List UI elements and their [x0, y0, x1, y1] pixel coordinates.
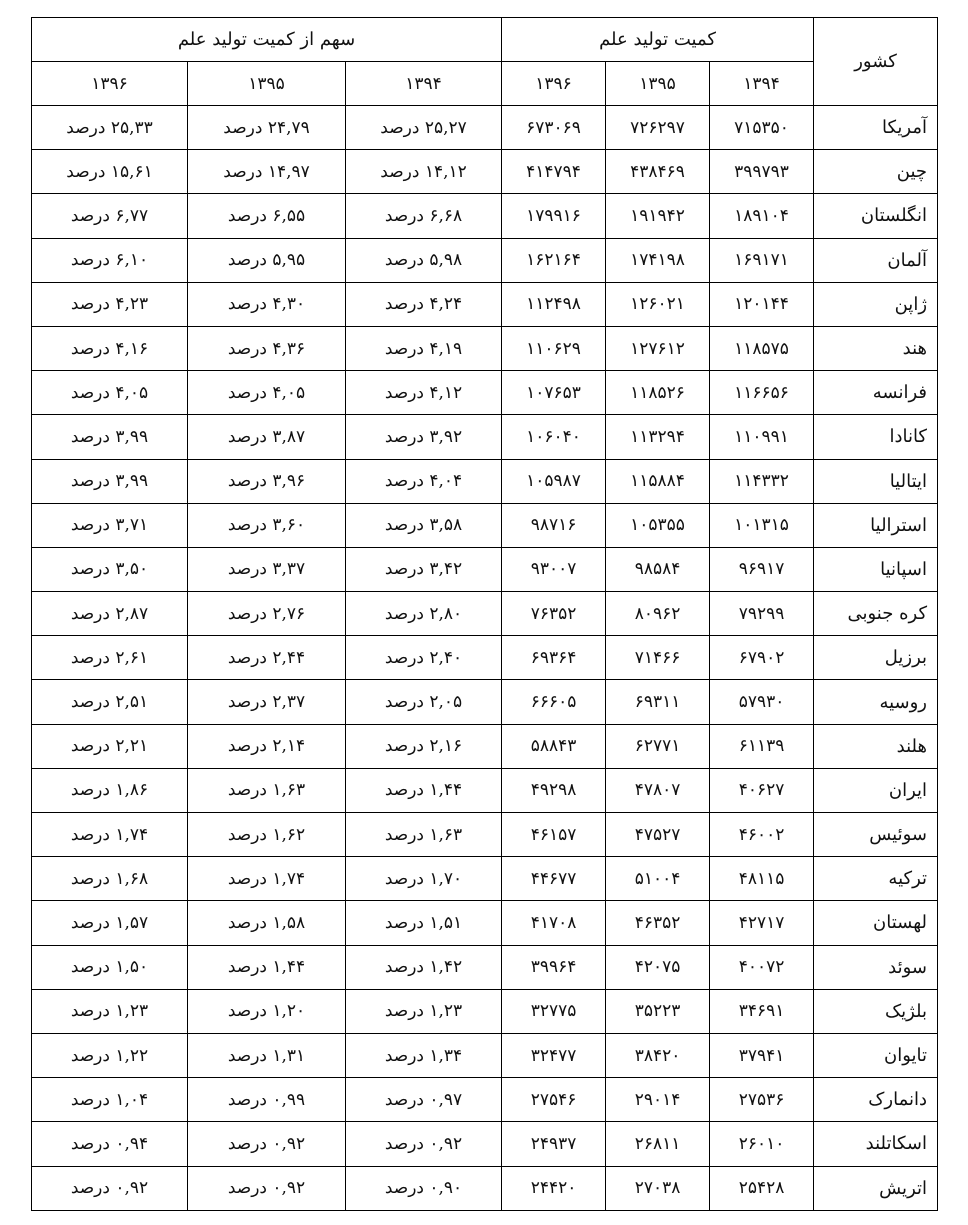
share-cell: ۳,۵۸ درصد — [346, 503, 502, 547]
science-production-table-wrapper — [31, 17, 937, 1211]
country-cell: کره جنوبی — [814, 592, 938, 636]
share-cell: ۳,۶۰ درصد — [188, 503, 346, 547]
quantity-cell: ۱۶۹۱۷۱ — [710, 238, 814, 282]
share-cell: ۱,۷۴ درصد — [32, 813, 188, 857]
table-row — [32, 1166, 938, 1210]
share-cell: ۱,۲۰ درصد — [188, 989, 346, 1033]
quantity-cell: ۱۹۱۹۴۲ — [606, 194, 710, 238]
share-cell: ۲۴,۷۹ درصد — [188, 106, 346, 150]
country-cell: انگلستان — [814, 194, 938, 238]
share-cell: ۴,۳۰ درصد — [188, 282, 346, 326]
quantity-cell: ۲۵۴۲۸ — [710, 1166, 814, 1210]
quantity-cell: ۱۱۶۶۵۶ — [710, 371, 814, 415]
table-row — [32, 857, 938, 901]
table-row — [32, 724, 938, 768]
share-cell: ۴,۰۴ درصد — [346, 459, 502, 503]
quantity-cell: ۶۹۳۱۱ — [606, 680, 710, 724]
country-cell: چین — [814, 150, 938, 194]
share-cell: ۰,۹۲ درصد — [346, 1122, 502, 1166]
share-cell: ۲,۸۰ درصد — [346, 592, 502, 636]
quantity-cell: ۴۹۲۹۸ — [502, 768, 606, 812]
share-cell: ۲,۴۰ درصد — [346, 636, 502, 680]
quantity-cell: ۶۶۶۰۵ — [502, 680, 606, 724]
country-cell: ترکیه — [814, 857, 938, 901]
quantity-cell: ۱۲۰۱۴۴ — [710, 282, 814, 326]
table-header — [32, 18, 938, 106]
table-row — [32, 1122, 938, 1166]
share-cell: ۲,۸۷ درصد — [32, 592, 188, 636]
share-cell: ۵,۹۸ درصد — [346, 238, 502, 282]
country-cell: ایتالیا — [814, 459, 938, 503]
quantity-cell: ۲۹۰۱۴ — [606, 1078, 710, 1122]
quantity-cell: ۴۱۷۰۸ — [502, 901, 606, 945]
share-cell: ۲,۳۷ درصد — [188, 680, 346, 724]
header-quantity-year-1395: ۱۳۹۵ — [606, 62, 710, 106]
quantity-cell: ۴۷۵۲۷ — [606, 813, 710, 857]
quantity-cell: ۱۰۱۳۱۵ — [710, 503, 814, 547]
table-row — [32, 282, 938, 326]
quantity-cell: ۶۱۱۳۹ — [710, 724, 814, 768]
table-row — [32, 503, 938, 547]
country-cell: اسکاتلند — [814, 1122, 938, 1166]
share-cell: ۱,۲۲ درصد — [32, 1033, 188, 1077]
table-row — [32, 150, 938, 194]
share-cell: ۱,۴۲ درصد — [346, 945, 502, 989]
quantity-cell: ۲۷۵۴۶ — [502, 1078, 606, 1122]
table-row — [32, 1033, 938, 1077]
country-cell: هلند — [814, 724, 938, 768]
share-cell: ۳,۹۹ درصد — [32, 415, 188, 459]
share-cell: ۲۵,۳۳ درصد — [32, 106, 188, 150]
share-cell: ۲,۱۶ درصد — [346, 724, 502, 768]
quantity-cell: ۵۱۰۰۴ — [606, 857, 710, 901]
quantity-cell: ۷۲۶۲۹۷ — [606, 106, 710, 150]
share-cell: ۱,۶۸ درصد — [32, 857, 188, 901]
header-country: کشور — [814, 18, 938, 106]
quantity-cell: ۲۶۸۱۱ — [606, 1122, 710, 1166]
share-cell: ۰,۹۲ درصد — [32, 1166, 188, 1210]
share-cell: ۰,۹۰ درصد — [346, 1166, 502, 1210]
share-cell: ۳,۴۲ درصد — [346, 547, 502, 591]
share-cell: ۰,۹۷ درصد — [346, 1078, 502, 1122]
share-cell: ۲,۴۴ درصد — [188, 636, 346, 680]
table-row — [32, 106, 938, 150]
table-row — [32, 415, 938, 459]
table-row — [32, 592, 938, 636]
country-cell: کانادا — [814, 415, 938, 459]
science-production-table — [31, 17, 938, 1211]
quantity-cell: ۱۱۸۵۲۶ — [606, 371, 710, 415]
share-cell: ۲,۲۱ درصد — [32, 724, 188, 768]
quantity-cell: ۴۷۸۰۷ — [606, 768, 710, 812]
share-cell: ۱۵,۶۱ درصد — [32, 150, 188, 194]
share-cell: ۱,۸۶ درصد — [32, 768, 188, 812]
quantity-cell: ۵۸۸۴۳ — [502, 724, 606, 768]
table-row — [32, 238, 938, 282]
quantity-cell: ۳۴۶۹۱ — [710, 989, 814, 1033]
country-cell: سوئد — [814, 945, 938, 989]
share-cell: ۱,۵۷ درصد — [32, 901, 188, 945]
share-cell: ۴,۲۳ درصد — [32, 282, 188, 326]
share-cell: ۵,۹۵ درصد — [188, 238, 346, 282]
table-row — [32, 636, 938, 680]
quantity-cell: ۱۱۸۵۷۵ — [710, 326, 814, 370]
share-cell: ۴,۳۶ درصد — [188, 326, 346, 370]
quantity-cell: ۲۴۴۲۰ — [502, 1166, 606, 1210]
share-cell: ۱,۶۲ درصد — [188, 813, 346, 857]
header-share-group: سهم از کمیت تولید علم — [32, 18, 502, 62]
quantity-cell: ۳۸۴۲۰ — [606, 1033, 710, 1077]
country-cell: هند — [814, 326, 938, 370]
share-cell: ۳,۷۱ درصد — [32, 503, 188, 547]
share-cell: ۱,۳۱ درصد — [188, 1033, 346, 1077]
quantity-cell: ۱۰۷۶۵۳ — [502, 371, 606, 415]
share-cell: ۱,۵۰ درصد — [32, 945, 188, 989]
header-quantity-year-1396: ۱۳۹۶ — [502, 62, 606, 106]
share-cell: ۱,۴۴ درصد — [188, 945, 346, 989]
quantity-cell: ۱۱۴۳۳۲ — [710, 459, 814, 503]
country-cell: دانمارک — [814, 1078, 938, 1122]
quantity-cell: ۷۱۴۶۶ — [606, 636, 710, 680]
share-cell: ۱,۰۴ درصد — [32, 1078, 188, 1122]
quantity-cell: ۱۱۵۸۸۴ — [606, 459, 710, 503]
quantity-cell: ۲۶۰۱۰ — [710, 1122, 814, 1166]
table-row — [32, 459, 938, 503]
header-quantity-year-1394: ۱۳۹۴ — [710, 62, 814, 106]
table-row — [32, 1078, 938, 1122]
share-cell: ۳,۵۰ درصد — [32, 547, 188, 591]
share-cell: ۰,۹۲ درصد — [188, 1122, 346, 1166]
table-row — [32, 768, 938, 812]
quantity-cell: ۴۱۴۷۹۴ — [502, 150, 606, 194]
quantity-cell: ۴۰۶۲۷ — [710, 768, 814, 812]
quantity-cell: ۱۰۶۰۴۰ — [502, 415, 606, 459]
table-row — [32, 813, 938, 857]
share-cell: ۶,۵۵ درصد — [188, 194, 346, 238]
quantity-cell: ۷۶۳۵۲ — [502, 592, 606, 636]
share-cell: ۳,۹۹ درصد — [32, 459, 188, 503]
quantity-cell: ۲۴۹۳۷ — [502, 1122, 606, 1166]
share-cell: ۱۴,۹۷ درصد — [188, 150, 346, 194]
table-row — [32, 945, 938, 989]
country-cell: سوئیس — [814, 813, 938, 857]
share-cell: ۶,۱۰ درصد — [32, 238, 188, 282]
share-cell: ۱,۵۸ درصد — [188, 901, 346, 945]
share-cell: ۴,۰۵ درصد — [188, 371, 346, 415]
quantity-cell: ۱۱۲۴۹۸ — [502, 282, 606, 326]
quantity-cell: ۳۲۴۷۷ — [502, 1033, 606, 1077]
share-cell: ۱,۴۴ درصد — [346, 768, 502, 812]
share-cell: ۰,۹۲ درصد — [188, 1166, 346, 1210]
table-row — [32, 326, 938, 370]
quantity-cell: ۹۸۵۸۴ — [606, 547, 710, 591]
quantity-cell: ۱۷۴۱۹۸ — [606, 238, 710, 282]
header-row-years — [32, 62, 938, 106]
country-cell: لهستان — [814, 901, 938, 945]
quantity-cell: ۶۹۳۶۴ — [502, 636, 606, 680]
quantity-cell: ۶۷۳۰۶۹ — [502, 106, 606, 150]
quantity-cell: ۳۲۷۷۵ — [502, 989, 606, 1033]
quantity-cell: ۱۰۵۹۸۷ — [502, 459, 606, 503]
country-cell: فرانسه — [814, 371, 938, 415]
quantity-cell: ۴۶۰۰۲ — [710, 813, 814, 857]
quantity-cell: ۵۷۹۳۰ — [710, 680, 814, 724]
share-cell: ۴,۲۴ درصد — [346, 282, 502, 326]
country-cell: برزیل — [814, 636, 938, 680]
quantity-cell: ۱۷۹۹۱۶ — [502, 194, 606, 238]
quantity-cell: ۱۲۶۰۲۱ — [606, 282, 710, 326]
header-row-groups — [32, 18, 938, 62]
share-cell: ۴,۱۶ درصد — [32, 326, 188, 370]
share-cell: ۴,۱۲ درصد — [346, 371, 502, 415]
quantity-cell: ۴۴۶۷۷ — [502, 857, 606, 901]
share-cell: ۰,۹۹ درصد — [188, 1078, 346, 1122]
country-cell: تایوان — [814, 1033, 938, 1077]
quantity-cell: ۱۶۲۱۶۴ — [502, 238, 606, 282]
share-cell: ۶,۷۷ درصد — [32, 194, 188, 238]
quantity-cell: ۴۳۸۴۶۹ — [606, 150, 710, 194]
quantity-cell: ۱۰۵۳۵۵ — [606, 503, 710, 547]
country-cell: اسپانیا — [814, 547, 938, 591]
quantity-cell: ۷۱۵۳۵۰ — [710, 106, 814, 150]
country-cell: آمریکا — [814, 106, 938, 150]
quantity-cell: ۳۹۹۶۴ — [502, 945, 606, 989]
quantity-cell: ۶۲۷۷۱ — [606, 724, 710, 768]
quantity-cell: ۴۶۱۵۷ — [502, 813, 606, 857]
share-cell: ۰,۹۴ درصد — [32, 1122, 188, 1166]
quantity-cell: ۴۲۷۱۷ — [710, 901, 814, 945]
quantity-cell: ۴۰۰۷۲ — [710, 945, 814, 989]
quantity-cell: ۴۸۱۱۵ — [710, 857, 814, 901]
country-cell: روسیه — [814, 680, 938, 724]
share-cell: ۲,۶۱ درصد — [32, 636, 188, 680]
share-cell: ۱,۷۴ درصد — [188, 857, 346, 901]
country-cell: بلژیک — [814, 989, 938, 1033]
share-cell: ۲,۵۱ درصد — [32, 680, 188, 724]
share-cell: ۱,۵۱ درصد — [346, 901, 502, 945]
share-cell: ۱,۲۳ درصد — [346, 989, 502, 1033]
table-body — [32, 106, 938, 1211]
table-row — [32, 371, 938, 415]
quantity-cell: ۱۱۳۲۹۴ — [606, 415, 710, 459]
country-cell: استرالیا — [814, 503, 938, 547]
quantity-cell: ۸۰۹۶۲ — [606, 592, 710, 636]
quantity-cell: ۷۹۲۹۹ — [710, 592, 814, 636]
quantity-cell: ۲۷۰۳۸ — [606, 1166, 710, 1210]
quantity-cell: ۱۱۰۶۲۹ — [502, 326, 606, 370]
quantity-cell: ۹۳۰۰۷ — [502, 547, 606, 591]
header-share-year-1396: ۱۳۹۶ — [32, 62, 188, 106]
header-share-year-1394: ۱۳۹۴ — [346, 62, 502, 106]
share-cell: ۱۴,۱۲ درصد — [346, 150, 502, 194]
table-row — [32, 989, 938, 1033]
share-cell: ۳,۹۲ درصد — [346, 415, 502, 459]
table-row — [32, 194, 938, 238]
quantity-cell: ۹۸۷۱۶ — [502, 503, 606, 547]
quantity-cell: ۳۵۲۲۳ — [606, 989, 710, 1033]
country-cell: ایران — [814, 768, 938, 812]
quantity-cell: ۹۶۹۱۷ — [710, 547, 814, 591]
share-cell: ۴,۰۵ درصد — [32, 371, 188, 415]
country-cell: آلمان — [814, 238, 938, 282]
quantity-cell: ۱۸۹۱۰۴ — [710, 194, 814, 238]
quantity-cell: ۳۷۹۴۱ — [710, 1033, 814, 1077]
share-cell: ۲,۰۵ درصد — [346, 680, 502, 724]
share-cell: ۲۵,۲۷ درصد — [346, 106, 502, 150]
share-cell: ۶,۶۸ درصد — [346, 194, 502, 238]
quantity-cell: ۴۲۰۷۵ — [606, 945, 710, 989]
quantity-cell: ۱۲۷۶۱۲ — [606, 326, 710, 370]
share-cell: ۱,۶۳ درصد — [188, 768, 346, 812]
share-cell: ۱,۶۳ درصد — [346, 813, 502, 857]
quantity-cell: ۲۷۵۳۶ — [710, 1078, 814, 1122]
country-cell: ژاپن — [814, 282, 938, 326]
share-cell: ۳,۳۷ درصد — [188, 547, 346, 591]
share-cell: ۳,۹۶ درصد — [188, 459, 346, 503]
share-cell: ۲,۱۴ درصد — [188, 724, 346, 768]
country-cell: اتریش — [814, 1166, 938, 1210]
quantity-cell: ۴۶۳۵۲ — [606, 901, 710, 945]
table-row — [32, 680, 938, 724]
share-cell: ۲,۷۶ درصد — [188, 592, 346, 636]
share-cell: ۴,۱۹ درصد — [346, 326, 502, 370]
share-cell: ۱,۷۰ درصد — [346, 857, 502, 901]
table-row — [32, 901, 938, 945]
quantity-cell: ۱۱۰۹۹۱ — [710, 415, 814, 459]
share-cell: ۳,۸۷ درصد — [188, 415, 346, 459]
table-row — [32, 547, 938, 591]
header-share-year-1395: ۱۳۹۵ — [188, 62, 346, 106]
header-quantity-group: کمیت تولید علم — [502, 18, 814, 62]
quantity-cell: ۳۹۹۷۹۳ — [710, 150, 814, 194]
quantity-cell: ۶۷۹۰۲ — [710, 636, 814, 680]
share-cell: ۱,۲۳ درصد — [32, 989, 188, 1033]
share-cell: ۱,۳۴ درصد — [346, 1033, 502, 1077]
